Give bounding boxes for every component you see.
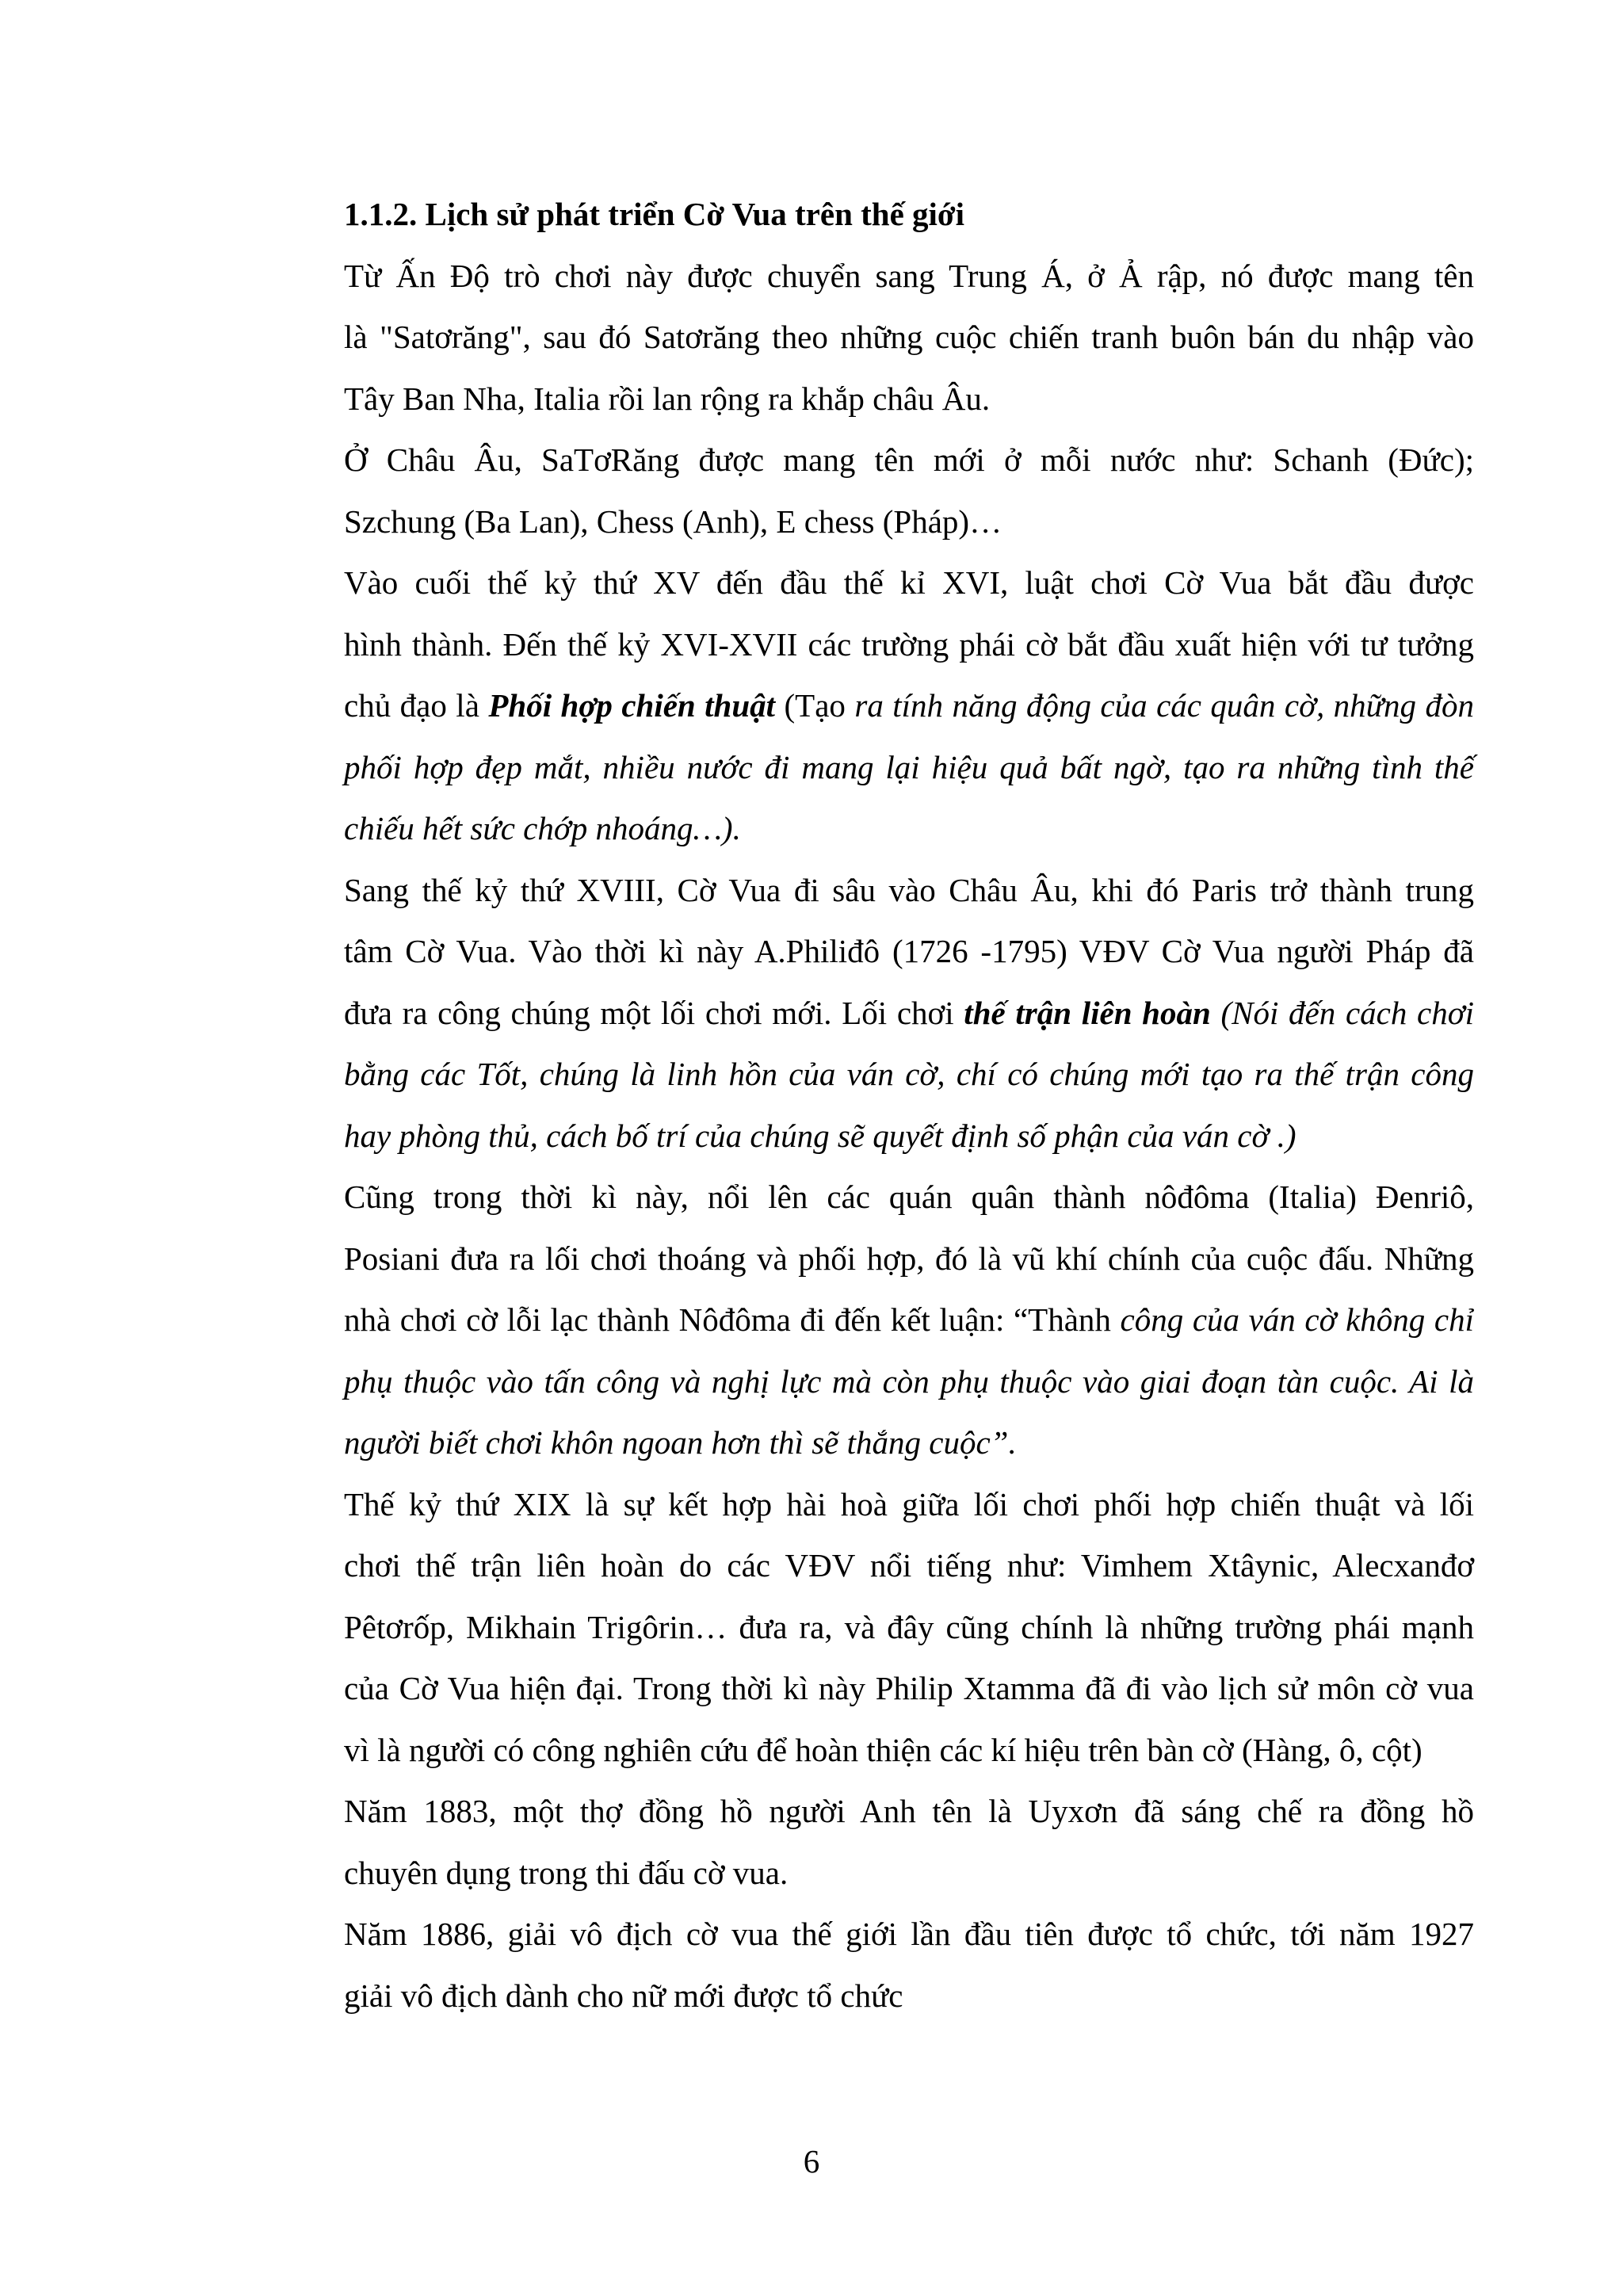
- section-heading: 1.1.2. Lịch sử phát triển Cờ Vua trên thế giới: [344, 196, 965, 232]
- paragraph-spread-to-europe: [268, 246, 1474, 430]
- page-content: [268, 184, 1474, 2027]
- text-line: của Cờ Vua hiện đại. Trong thời kì này Philip Xtamma đã đi vào lịch sử môn cờ vua: [344, 1670, 1474, 1706]
- text-line: bằng các Tốt, chúng là linh hồn của ván cờ, chí có chúng mới tạo ra thế trận công: [344, 1056, 1474, 1092]
- paragraph-15th-16th-century: [268, 552, 1474, 860]
- text-line: Năm 1886, giải vô địch cờ vua thế giới lần đầu tiên được tổ chức, tới năm 1927: [344, 1916, 1474, 1952]
- paragraph-european-names: [268, 430, 1474, 552]
- text-line: phối hợp đẹp mắt, nhiều nước đi mang lại hiệu quả bất ngờ, tạo ra những tình thế: [344, 748, 1474, 785]
- italic-text: công của ván cờ không chỉ: [1120, 1301, 1474, 1338]
- text-line: Thế kỷ thứ XIX là sự kết hợp hài hoà giữa lối chơi phối hợp chiến thuật và lối: [344, 1485, 1474, 1522]
- text-line: người biết chơi khôn ngoan hơn thì sẽ thắng cuộc”.: [344, 1424, 1017, 1461]
- text-line: Ở Châu Âu, SaTơRăng được mang tên mới ở mỗi nước như: Schanh (Đức);: [344, 441, 1474, 478]
- italic-text: ra tính năng động của các quân cờ, những đòn: [854, 687, 1474, 724]
- paragraph-1886-world-championship: [268, 1904, 1474, 2027]
- text-run: chủ đạo là: [344, 687, 489, 724]
- page-number: 6: [803, 2143, 820, 2179]
- paragraph-18th-century: [268, 860, 1474, 1167]
- text-line: [268, 983, 1474, 1045]
- text-line: phụ thuộc vào tấn công và nghị lực mà còn phụ thuộc vào giai đoạn tàn cuộc. Ai là: [344, 1362, 1474, 1400]
- text-line: Posiani đưa ra lối chơi thoáng và phối hợp, đó là vũ khí chính của cuộc đấu. Những: [344, 1240, 1474, 1277]
- text-line: [268, 1289, 1474, 1351]
- text-line: là "Satơrăng", sau đó Satơrăng theo những cuộc chiến tranh buôn bán du nhập vào: [344, 319, 1474, 355]
- text-line: Cũng trong thời kì này, nổi lên các quán quân thành nôđôma (Italia) Đenriô,: [344, 1179, 1474, 1215]
- paragraph-1883-chess-clock: [268, 1781, 1474, 1904]
- paragraph-nodoma-champions: [268, 1167, 1474, 1474]
- text-line: Sang thế kỷ thứ XVIII, Cờ Vua đi sâu vào Châu Âu, khi đó Paris trở thành trung: [344, 871, 1474, 908]
- text-line: Vào cuối thế kỷ thứ XV đến đầu thế kỉ XVI, luật chơi Cờ Vua bắt đầu được: [344, 564, 1474, 601]
- paragraph-19th-century: [268, 1474, 1474, 1782]
- text-line: Năm 1883, một thợ đồng hồ người Anh tên là Uyxơn đã sáng chế ra đồng hồ: [344, 1793, 1474, 1829]
- text-line: Từ Ấn Độ trò chơi này được chuyển sang Trung Á, ở Ả rập, nó được mang tên: [344, 257, 1474, 294]
- text-line: hay phòng thủ, cách bố trí của chúng sẽ quyết định số phận của ván cờ .): [344, 1117, 1296, 1154]
- italic-text: (Nói đến cách chơi: [1210, 994, 1474, 1031]
- text-line: Szchung (Ba Lan), Chess (Anh), E chess (Pháp)…: [344, 502, 1002, 540]
- text-line: vì là người có công nghiên cứu để hoàn thiện các kí hiệu trên bàn cờ (Hàng, ô, cột): [344, 1731, 1423, 1768]
- text-line: [268, 675, 1474, 737]
- text-line: Tây Ban Nha, Italia rồi lan rộng ra khắp châu Âu.: [344, 380, 991, 417]
- emphasis-term-tactical-combination: Phối hợp chiến thuật: [488, 687, 776, 724]
- text-line: giải vô địch dành cho nữ mới được tổ chức: [344, 1977, 903, 2014]
- text-line: chiếu hết sức chớp nhoáng…).: [344, 810, 741, 846]
- text-line: chuyên dụng trong thi đấu cờ vua.: [344, 1854, 789, 1891]
- emphasis-term-linked-formation: thế trận liên hoàn: [964, 994, 1211, 1031]
- text-line: Pêtơrốp, Mikhain Trigôrin… đưa ra, và đây cũng chính là những trường phái mạnh: [344, 1608, 1474, 1645]
- text-run: (Tạo: [775, 687, 855, 724]
- text-line: chơi thế trận liên hoàn do các VĐV nổi tiếng như: Vimhem Xtâynic, Alecxanđơ: [344, 1547, 1474, 1584]
- text-line: hình thành. Đến thế kỷ XVI-XVII các trường phái cờ bắt đầu xuất hiện với tư tưởng: [344, 625, 1474, 663]
- text-run: đưa ra công chúng một lối chơi mới. Lối chơi: [344, 994, 964, 1031]
- text-run: nhà chơi cờ lỗi lạc thành Nôđôma đi đến kết luận: “Thành: [344, 1301, 1121, 1338]
- text-line: tâm Cờ Vua. Vào thời kì này A.Philiđô (1726 -1795) VĐV Cờ Vua người Pháp đã: [344, 933, 1474, 969]
